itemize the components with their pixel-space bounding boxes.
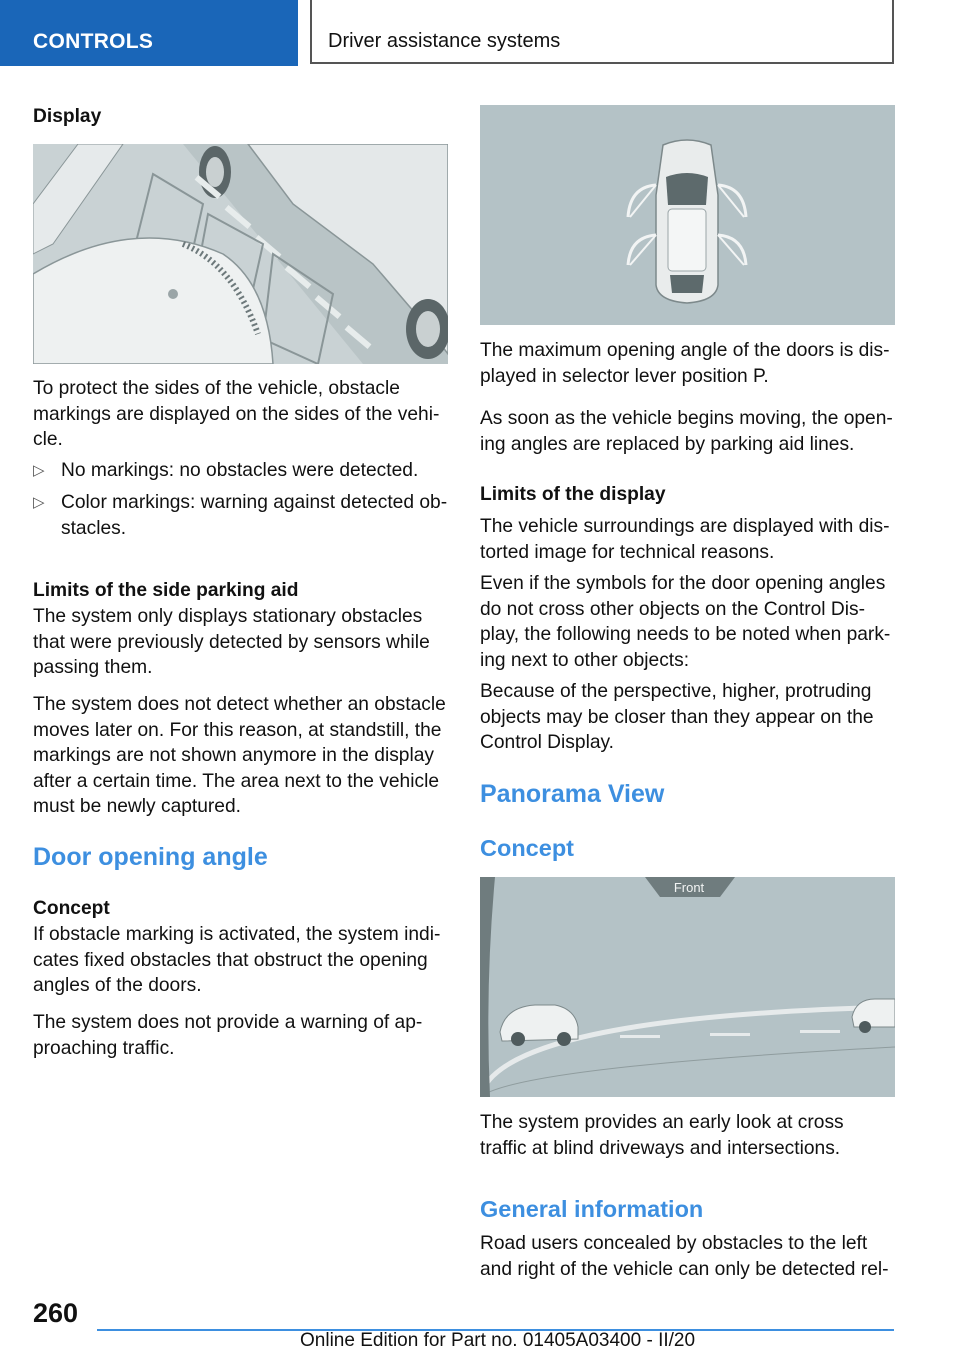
limits-display-paragraph-2: Even if the symbols for the door opening angles do not cross other objects on the Control Display, the following needs to be noted when parking next to other objects: xyxy=(480,573,891,671)
display-heading: Display xyxy=(33,106,102,127)
bullet-text: No markings: no obstacles were detected. xyxy=(61,460,419,481)
moving-paragraph: As soon as the vehicle begins moving, the opening angles are replaced by parking aid lines. xyxy=(480,408,893,455)
limits-display-paragraph-1: The vehicle surroundings are displayed with distorted image for technical reasons. xyxy=(480,516,890,563)
chapter-label: Driver assistance systems xyxy=(328,30,561,52)
triangle-bullet-icon: ▷ xyxy=(33,462,45,479)
chapter-tab xyxy=(310,0,894,64)
door-angle-figure xyxy=(480,105,895,325)
max-angle-paragraph: The maximum opening angle of the doors is displayed in selector lever position P. xyxy=(480,340,890,387)
limits-side-heading: Limits of the side parking aid xyxy=(33,580,299,601)
panorama-view-heading: Panorama View xyxy=(480,780,665,808)
general-information-heading: General information xyxy=(480,1196,704,1222)
limits-display-paragraph-3: Because of the perspective, higher, protruding objects may be closer than they appear on the Control Display. xyxy=(480,681,874,753)
protect-paragraph: To protect the sides of the vehicle, obstacle markings are displayed on the sides of the vehicle. xyxy=(33,378,440,450)
bullet-item xyxy=(33,490,448,541)
front-label: Front xyxy=(673,880,705,895)
panorama-illustration xyxy=(480,877,895,1097)
section-label: CONTROLS xyxy=(33,30,154,53)
concept-heading: Concept xyxy=(33,898,110,919)
side-parking-illustration xyxy=(33,144,448,364)
limits-side-paragraph-1: The system only displays stationary obstacles that were previously detected by sensors while passing them. xyxy=(33,606,430,678)
general-information-paragraph: Road users concealed by obstacles to the left and right of the vehicle can only be detected rel- xyxy=(480,1233,889,1280)
triangle-bullet-icon: ▷ xyxy=(33,494,45,511)
concept-paragraph-2: The system does not provide a warning of approaching traffic. xyxy=(33,1012,423,1059)
concept-paragraph-1: If obstacle marking is activated, the system indicates fixed obstacles that obstruct the opening angles of the doors. xyxy=(33,924,441,996)
door-opening-heading: Door opening angle xyxy=(33,843,268,871)
bullet-text: Color markings: warning against detected obstacles. xyxy=(61,492,448,539)
side-parking-figure xyxy=(33,144,448,364)
page-number: 260 xyxy=(33,1298,79,1328)
panorama-figure xyxy=(480,877,895,1097)
edition-text: Online Edition for Part no. 01405A03400 - II/20 xyxy=(300,1330,696,1351)
door-angle-illustration xyxy=(480,105,895,325)
limits-display-heading: Limits of the display xyxy=(480,484,666,505)
panorama-concept-heading: Concept xyxy=(480,835,574,861)
bullet-item xyxy=(33,458,448,484)
section-tab xyxy=(0,0,298,66)
limits-side-paragraph-2: The system does not detect whether an obstacle moves later on. For this reason, at standstill, the markings are not shown anymore in the display after a certain time. The area next to the vehicle must be newly captured. xyxy=(33,694,446,817)
panorama-paragraph: The system provides an early look at cross traffic at blind driveways and intersections. xyxy=(480,1112,844,1159)
